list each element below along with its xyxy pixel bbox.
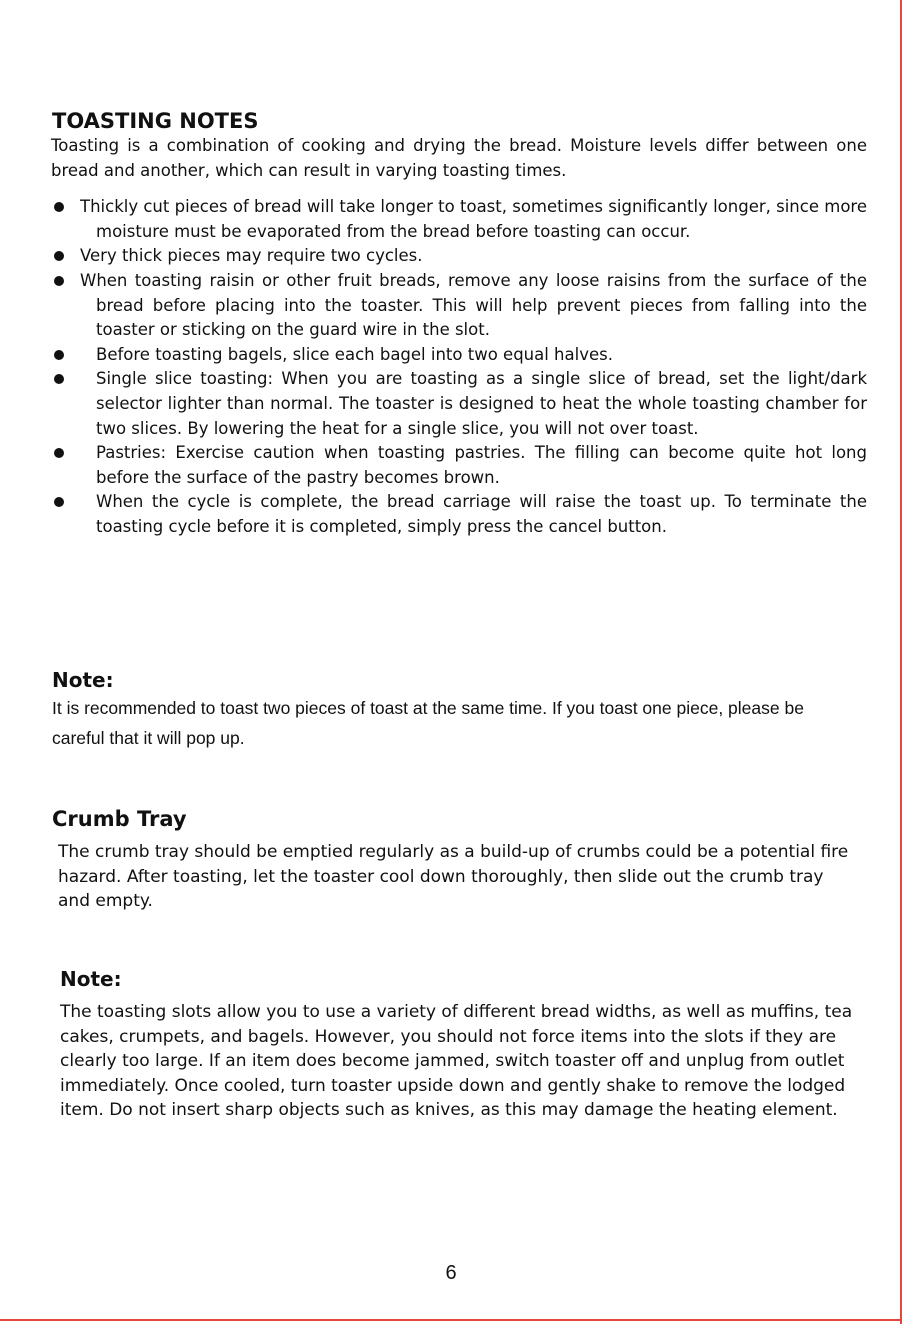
crumb-tray-body: The crumb tray should be emptied regularly as a build-up of crumbs could be a potential fire hazard. After toasting, let the toaster cool down thoroughly, then slide out the crumb tray and empty. — [58, 842, 849, 912]
note-heading: Note: — [60, 967, 122, 991]
crumb-tray-section — [0, 806, 902, 914]
note-heading: Note: — [52, 668, 114, 692]
toasting-notes-intro: Toasting is a combination of cooking and drying the bread. Moisture levels differ between one bread and another, which can result in varying toasting times. — [51, 136, 867, 180]
note-body: The toasting slots allow you to use a variety of different bread widths, as well as muffins, tea cakes, crumpets, and bagels. However, you should not force items into the slots if they are clearly too large. If an item does become jammed, switch toaster off and unplug from outlet immediately. Once cooled, turn toaster upside down and gently shake to remove the lodged item. Do not insert sharp objects such as knives, as this may damage the heating element. — [60, 1002, 853, 1121]
bullet-text: Very thick pieces may require two cycles. — [80, 246, 423, 266]
bullet-dot-icon — [54, 350, 64, 360]
bullet-dot-icon — [54, 276, 64, 286]
bullet-dot-icon — [54, 448, 64, 458]
bullet-text: Before toasting bagels, slice each bagel into two equal halves. — [96, 344, 613, 364]
bullet-dot-icon — [54, 202, 64, 212]
page-border-bottom — [0, 1319, 902, 1321]
bullet-text: When the cycle is complete, the bread carriage will raise the toast up. To terminate the toasting cycle before it is completed, simply press the cancel button. — [96, 492, 867, 536]
toasting-notes-heading: TOASTING NOTES — [52, 109, 259, 133]
note-section-2 — [0, 966, 902, 1123]
bullet-item — [96, 367, 867, 441]
bullet-text: Pastries: Exercise caution when toasting pastries. The filling can become quite hot long before the surface of the pastry becomes brown. — [96, 443, 867, 487]
bullet-item — [80, 244, 867, 269]
note-section-1 — [0, 667, 902, 753]
bullet-dot-icon — [54, 374, 64, 384]
bullet-dot-icon — [54, 251, 64, 261]
page-number: 6 — [445, 1262, 457, 1284]
note-body: It is recommended to toast two pieces of toast at the same time. If you toast one piece, please be careful that it will pop up. — [52, 698, 804, 748]
toasting-notes-list — [0, 195, 902, 539]
bullet-item — [96, 490, 867, 539]
toasting-notes-section — [0, 108, 902, 540]
bullet-item — [96, 343, 867, 368]
bullet-text: Thickly cut pieces of bread will take longer to toast, sometimes significantly longer, since more moisture must be evaporated from the bread before toasting can occur. — [80, 197, 867, 241]
bullet-item — [80, 269, 867, 343]
bullet-item — [96, 441, 867, 490]
crumb-tray-heading: Crumb Tray — [52, 807, 187, 831]
bullet-text: Single slice toasting: When you are toasting as a single slice of bread, set the light/dark selector lighter than normal. The toaster is designed to heat the whole toasting chamber for two slices. By lowering the heat for a single slice, you will not over toast. — [96, 369, 867, 438]
bullet-dot-icon — [54, 497, 64, 507]
bullet-text: When toasting raisin or other fruit breads, remove any loose raisins from the surface of the bread before placing into the toaster. This will help prevent pieces from falling into the toaster or sticking on the guard wire in the slot. — [80, 270, 867, 340]
bullet-item — [80, 195, 867, 244]
